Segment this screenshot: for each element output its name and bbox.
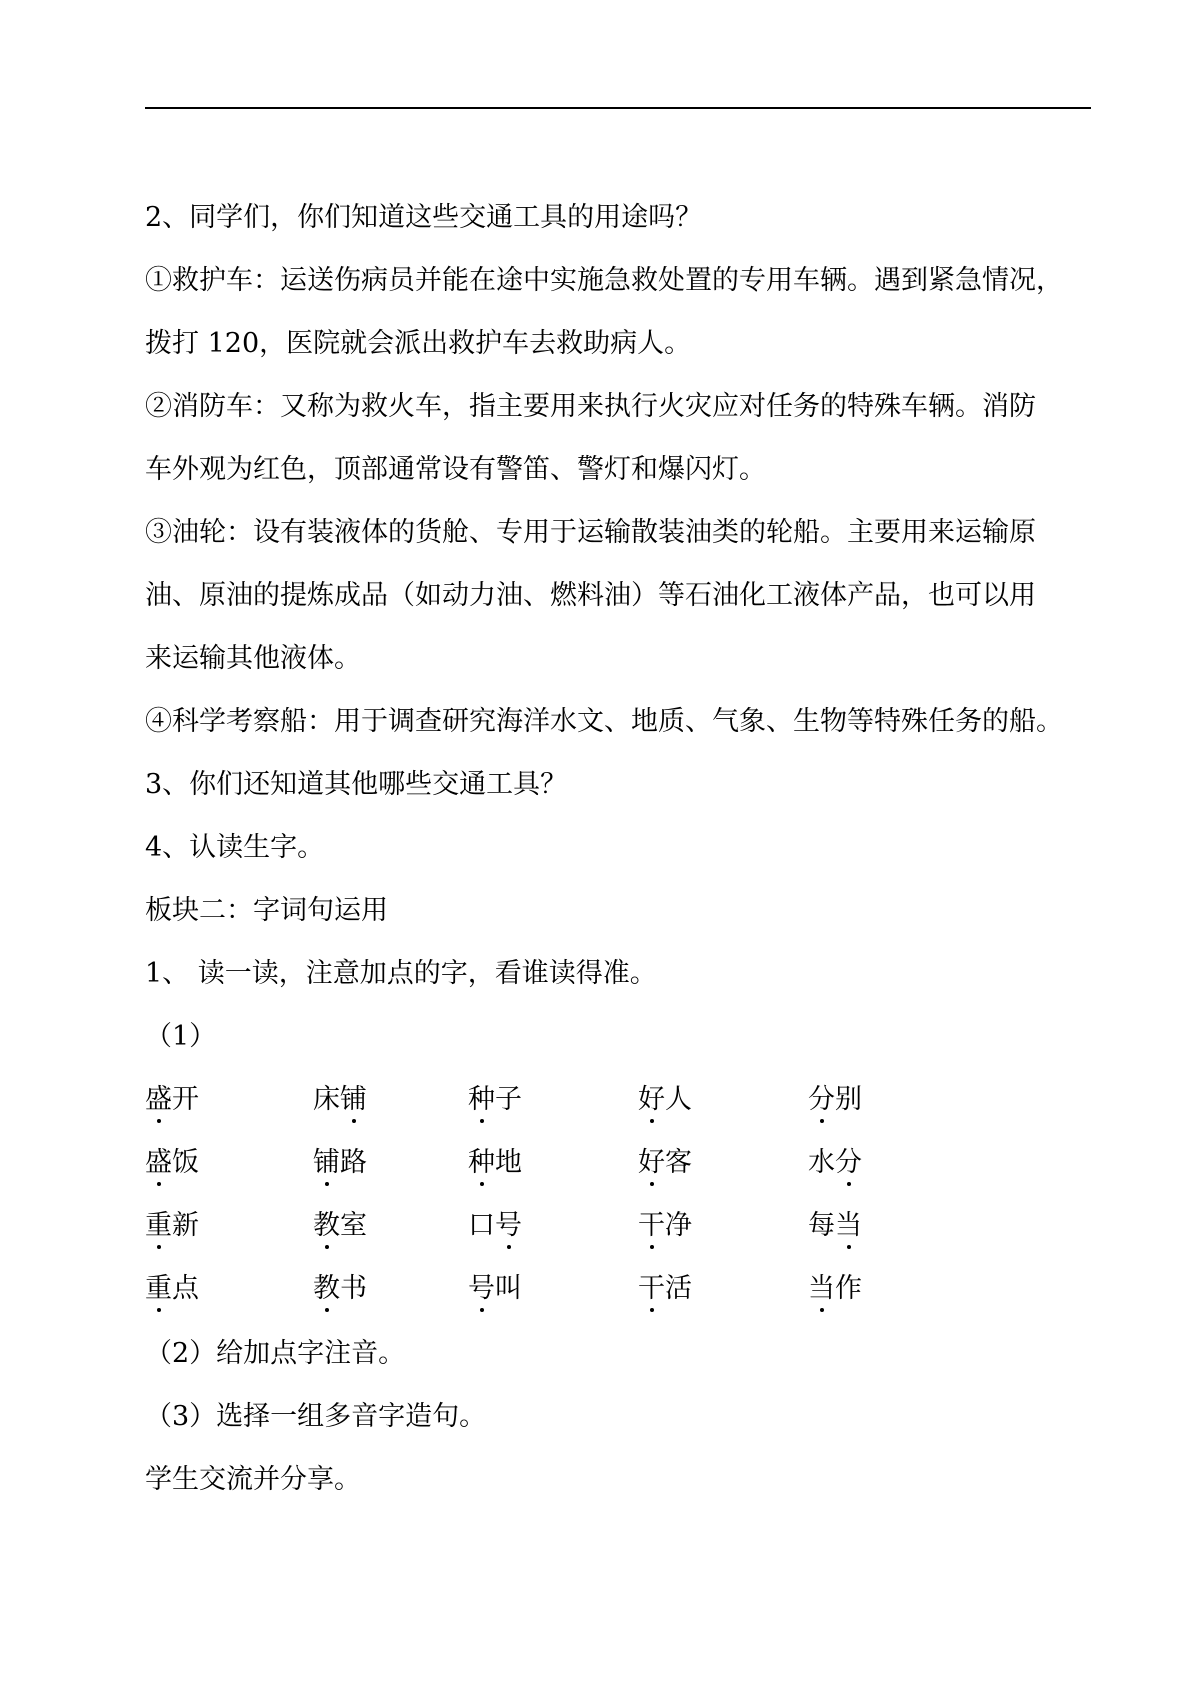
word-cell: 教书	[313, 1257, 367, 1320]
firetruck-line-1: ②消防车：又称为救火车，指主要用来执行火灾应对任务的特殊车辆。消防	[145, 391, 1036, 422]
header-rule	[145, 107, 1091, 109]
exercise-1: 1、 读一读，注意加点的字，看谁读得准。	[145, 958, 657, 989]
word-cell: 种子	[468, 1068, 522, 1131]
sub-item-3: （3）选择一组多音字造句。	[145, 1401, 487, 1432]
tanker-line-2: 油、原油的提炼成品（如动力油、燃料油）等石油化工液体产品，也可以用	[145, 580, 1036, 611]
word-cell: 口号	[468, 1194, 522, 1257]
question-3: 3、你们还知道其他哪些交通工具？	[145, 769, 568, 800]
word-cell: 好人	[638, 1068, 692, 1131]
tanker-line-3: 来运输其他液体。	[145, 643, 361, 674]
word-cell: 铺路	[313, 1131, 367, 1194]
word-cell: 号叫	[468, 1257, 522, 1320]
word-cell: 床铺	[313, 1068, 367, 1131]
word-cell: 重新	[145, 1194, 199, 1257]
word-cell: 干活	[638, 1257, 692, 1320]
word-cell: 分别	[808, 1068, 862, 1131]
ambulance-line-2: 拨打 120，医院就会派出救护车去救助病人。	[145, 328, 692, 359]
sub-item-1: （1）	[145, 1021, 217, 1052]
word-cell: 每当	[808, 1194, 862, 1257]
word-cell: 好客	[638, 1131, 692, 1194]
question-4: 4、认读生字。	[145, 832, 325, 863]
word-cell: 盛饭	[145, 1131, 199, 1194]
closing-line: 学生交流并分享。	[145, 1464, 361, 1495]
word-grid	[145, 1068, 905, 1320]
sub-item-2: （2）给加点字注音。	[145, 1338, 406, 1369]
ambulance-line-1: ①救护车：运送伤病员并能在途中实施急救处置的专用车辆。遇到紧急情况，	[145, 265, 1063, 296]
word-cell: 重点	[145, 1257, 199, 1320]
word-cell: 当作	[808, 1257, 862, 1320]
word-cell: 种地	[468, 1131, 522, 1194]
question-2: 2、同学们，你们知道这些交通工具的用途吗？	[145, 202, 703, 233]
research-ship-line: ④科学考察船：用于调查研究海洋水文、地质、气象、生物等特殊任务的船。	[145, 706, 1063, 737]
tanker-line-1: ③油轮：设有装液体的货舱、专用于运输散装油类的轮船。主要用来运输原	[145, 517, 1036, 548]
word-row	[145, 1131, 905, 1194]
firetruck-line-2: 车外观为红色，顶部通常设有警笛、警灯和爆闪灯。	[145, 454, 766, 485]
section-heading: 板块二：字词句运用	[145, 895, 388, 926]
word-row	[145, 1194, 905, 1257]
word-cell: 盛开	[145, 1068, 199, 1131]
word-row	[145, 1257, 905, 1320]
word-row	[145, 1068, 905, 1131]
word-cell: 水分	[808, 1131, 862, 1194]
word-cell: 干净	[638, 1194, 692, 1257]
word-cell: 教室	[313, 1194, 367, 1257]
